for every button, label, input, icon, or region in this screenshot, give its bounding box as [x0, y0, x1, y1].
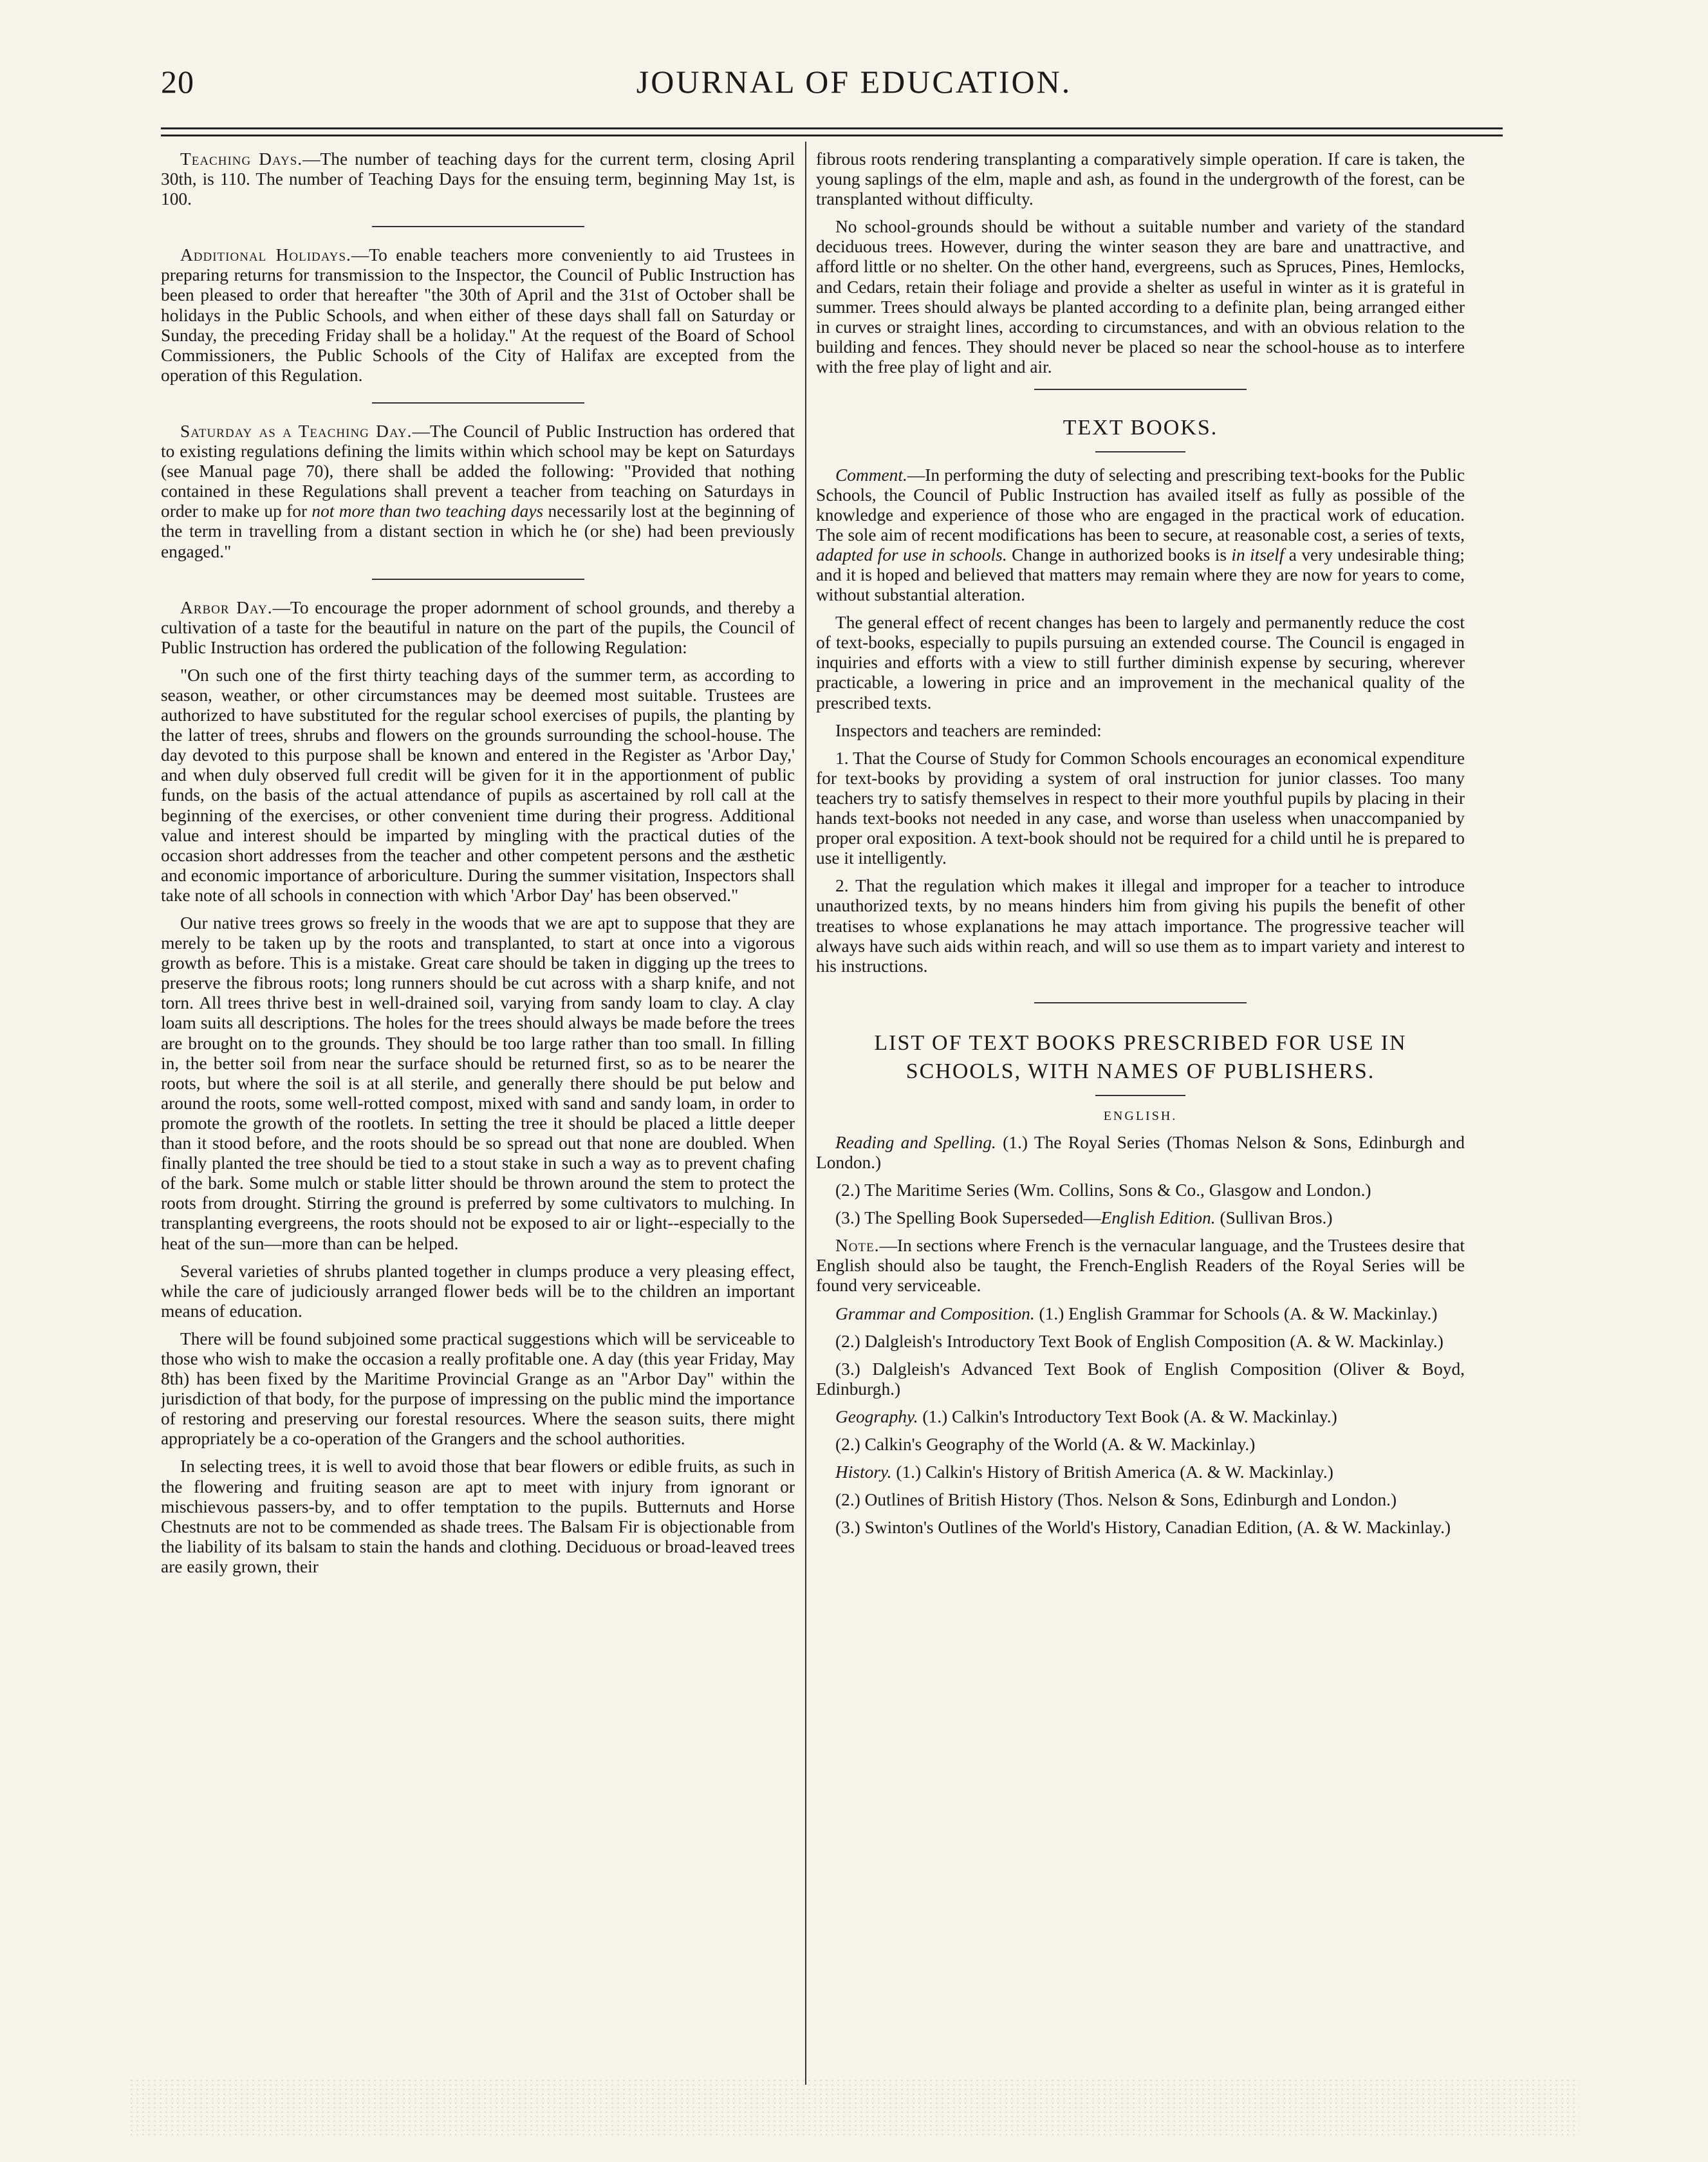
list-title-line-1: LIST OF TEXT BOOKS PRESCRIBED FOR USE IN	[874, 1030, 1407, 1055]
left-column	[161, 149, 795, 2078]
saturday-paragraph	[161, 422, 795, 562]
scan-noise	[129, 2078, 1579, 2136]
arbor-day-paragraph	[161, 598, 795, 658]
page-number: 20	[161, 64, 194, 100]
title-rule	[1095, 451, 1185, 452]
right-column	[816, 149, 1465, 2078]
running-head: JOURNAL OF EDUCATION.	[636, 64, 1072, 100]
reading-spelling-heading: Reading and Spelling.	[835, 1132, 996, 1152]
note-heading: Note.	[835, 1236, 880, 1256]
general-effect-paragraph: The general effect of recent changes has been to largely and permanently reduce the cost of text-books, especially to pupils pursuing an extended course. The Council is engaged in inquiries and efforts with a view to still further diminish expense by securing, wherever practicable, a lowering in price and an improvement in the mechanical quality of the prescribed texts.	[816, 613, 1465, 713]
suggestions-paragraph: There will be found subjoined some practical suggestions which will be serviceable to those who wish to make the occasion a really profitable one. A day (this year Friday, May 8th) has been fixed by the Maritime Provincial Grange as an "Arbor Day" within the jurisdiction of that body, for the purpose of impressing on the public mind the importance of restoring and preserving our forestal resources. Where the season suits, there might appropriately be a co-operation of the Grangers and the school authorities.	[161, 1328, 795, 1449]
note-paragraph	[816, 1236, 1465, 1296]
saturday-text-a: —The Council of Public Instruction has ordered that to existing regulations defining the limits within which school may be kept on Saturdays (see Manual page 70), there shall be added the following: "Provided that nothing contained in these Regulations shall prevent a teacher from teaching on Saturdays in order to make up for	[161, 421, 795, 521]
reading-spelling-3-text-a: (3.) The Spelling Book Superseded—	[835, 1208, 1101, 1228]
grammar-1-text: (1.) English Grammar for Schools (A. & W. Mackinlay.)	[1034, 1303, 1438, 1323]
text-books-title: TEXT BOOKS.	[1063, 416, 1218, 440]
teaching-days-text: —The number of teaching days for the current term, closing April 30th, is 110. The number of Teaching Days for the ensuing term, beginning May 1st, is 100.	[161, 149, 795, 209]
reading-spelling-2: (2.) The Maritime Series (Wm. Collins, Sons & Co., Glasgow and London.)	[835, 1180, 1371, 1200]
school-grounds-paragraph: No school-grounds should be without a suitable number and variety of the standard deciduous trees. However, during the winter season they are bare and unattractive, and afford little or no shelter. On the other hand, evergreens, such as Spruces, Pines, Hemlocks, and Cedars, retain their foliage and provide a shelter as useful in winter as it is grateful in summer. Trees should always be planted according to a definite plan, being arranged either in curves or straight lines, according to circumstances, and with an obvious relation to the building and fences. They should never be placed so near the school-house as to interfere with the free play of light and air.	[816, 217, 1465, 377]
saturday-heading: Saturday as a Teaching Day.	[180, 421, 413, 441]
title-rule	[1095, 1095, 1185, 1096]
comment-text-a: —In performing the duty of selecting and prescribing text-books for the Public Schools, the Council of Public Instruction has availed itself as fully as possible of the knowledge and experience of those who are engaged in the practical work of education. The sole aim of recent modifications has been to secure, at reasonable cost, a series of texts,	[816, 465, 1465, 545]
text-books-list-title	[816, 1029, 1465, 1086]
point-two-paragraph: 2. That the regulation which makes it illegal and improper for a teacher to introduce unauthorized texts, by no means hinders him from giving his pupils the benefit of other treatises to whose explanations he may attach importance. The progressive teacher will always have such aids within reach, and will so use them as to impart variety and interest to his instructions.	[816, 876, 1465, 976]
teaching-days-paragraph	[161, 149, 795, 209]
native-trees-paragraph: Our native trees grows so freely in the woods that we are apt to suppose that they are merely to be taken up by the roots and transplanted, to start at once into a vigorous growth as before. This is a mistake. Great care should be taken in digging up the trees to preserve the fibrous roots; long runners should be cut across with a sharp knife, and not torn. All trees thrive best in well-drained soil, varying from sandy loam to clay. A clay loam suits all descriptions. The holes for the trees should always be made before the trees are brought on to the grounds. They should be too large rather than too small. In filling in, the better soil from near the surface should be returned first, so as to be nearer the roots, but where the soil is at all sterile, and generally there should be put below and around the roots, some well-rotted compost, mixed with sand and sandy loam, in order to promote the growth of the rootlets. In setting the tree it should be placed a little deeper than it stood before, and the roots should be so spread out that none are doubled. When finally planted the tree should be tied to a stout stake in such a way as to prevent chafing of the bark. Some mulch or stable litter should be thrown around the stem to protect the roots from drought. Stirring the ground is preferred by some cultivators to mulching. In transplanting evergreens, the roots should not be exposed to air or light--especially to the heat of the sun—more than can be helped.	[161, 913, 795, 1253]
history-1-text: (1.) Calkin's History of British America (A. & W. Mackinlay.)	[891, 1462, 1333, 1482]
column-divider	[805, 142, 806, 2085]
reading-spelling-1	[816, 1133, 1465, 1173]
english-subhead: ENGLISH.	[1103, 1109, 1178, 1124]
saturday-text-b: necessarily lost at the beginning of the term in travelling from a distant section in which he (or she) had been previously engaged."	[161, 501, 795, 561]
reading-spelling-3-italic: English Edition.	[1100, 1208, 1216, 1228]
arbor-day-heading: Arbor Day.	[180, 597, 273, 617]
selecting-trees-paragraph: In selecting trees, it is well to avoid those that bear flowers or edible fruits, as such in the flowering and fruiting season are apt to meet with injury from ignorant or mischievous passers-by, and to offer temptation to the pupils. Butternuts and Horse Chestnuts are not to be commended as shade trees. The Balsam Fir is objectionable from the liability of its balsam to stain the hands and clothing. Deciduous or broad-leaved trees are easily grown, their	[161, 1457, 795, 1576]
point-one-paragraph: 1. That the Course of Study for Common Schools encourages an economical expenditure for text-books by providing a system of oral instruction for junior classes. Too many teachers try to satisfy themselves in respect to their more youthful pupils by placing in their hands text-books not needed in any case, and worse than useless when unaccompanied by proper oral exposition. A text-book should not be required for a child until he is prepared to use it intelligently.	[816, 748, 1465, 868]
comment-text-c: a very undesirable thing; and it is hoped and believed that matters may remain where they are now for years to come, without substantial alteration.	[816, 545, 1465, 605]
section-rule	[372, 579, 584, 580]
comment-heading: Comment.	[835, 465, 907, 485]
additional-holidays-text: —To enable teachers more conveniently to aid Trustees in preparing returns for transmission to the Inspector, the Council of Public Instruction has been pleased to order that hereafter "the 30th of April and the 31st of October shall be holidays in the Public Schools, and when either of these days shall fall on Saturday or Sunday, the preceding Friday shall be a holiday." At the request of the Board of School Commissioners, the Public Schools of the City of Halifax are excepted from the operation of this Regulation.	[161, 245, 795, 385]
reading-spelling-1-text: (1.) The Royal Series (Thomas Nelson & Sons, Edinburgh and London.)	[816, 1132, 1465, 1172]
reading-spelling-3	[816, 1208, 1465, 1228]
additional-holidays-paragraph	[161, 245, 795, 386]
shrubs-paragraph: Several varieties of shrubs planted together in clumps produce a very pleasing effect, while the care of judiciously arranged flower beds will be to the children an important means of education.	[161, 1261, 795, 1321]
arbor-day-text: —To encourage the proper adornment of school grounds, and thereby a cultivation of a taste for the beautiful in nature on the part of the pupils, the Council of Public Instruction has ordered the publication of the following Regulation:	[161, 597, 795, 657]
note-text: —In sections where French is the vernacular language, and the Trustees desire that English should also be taught, the French-English Readers of the Royal Series will be found very serviceable.	[816, 1236, 1465, 1296]
history-2: (2.) Outlines of British History (Thos. Nelson & Sons, Edinburgh and London.)	[835, 1490, 1397, 1510]
section-rule	[372, 402, 584, 404]
history-1	[816, 1462, 1465, 1482]
grammar-3: (3.) Dalgleish's Advanced Text Book of English Composition (Oliver & Boyd, Edinburgh.)	[816, 1359, 1465, 1399]
reminded-paragraph: Inspectors and teachers are reminded:	[835, 720, 1102, 740]
list-title-line-2: SCHOOLS, WITH NAMES OF PUBLISHERS.	[905, 1059, 1375, 1083]
reading-spelling-3-text-b: (Sullivan Bros.)	[1215, 1208, 1333, 1228]
section-rule	[372, 226, 584, 227]
section-rule	[1034, 1002, 1247, 1003]
arbor-day-regulation: "On such one of the first thirty teaching days of the summer term, as according to season, weather, or other circumstances may be deemed most suitable. Trustees are authorized to have substituted for the regular school exercises of pupils, the planting by the latter of trees, shrubs and flowers on the grounds surrounding the school-house. The day devoted to this purpose shall be known and entered in the Register as 'Arbor Day,' and when duly observed full credit will be given for it in the apportionment of public funds, on the basis of the actual attendance of pupils as ascertained by roll call at the beginning of the exercises, or other convenient time during their progress. Additional value and interest should be imparted by mingling with the practical duties of the occasion short addresses from the teacher and other competent persons and the æsthetic and economic importance of arboriculture. During the summer visitation, Inspectors shall take note of all schools in connection with which 'Arbor Day' has been observed."	[161, 665, 795, 905]
fibrous-roots-paragraph: fibrous roots rendering transplanting a comparatively simple operation. If care is taken, the young saplings of the elm, maple and ash, as found in the undergrowth of the forest, can be transplanted without difficulty.	[816, 149, 1465, 209]
history-heading: History.	[835, 1462, 892, 1482]
grammar-heading: Grammar and Composition.	[835, 1303, 1035, 1323]
grammar-2: (2.) Dalgleish's Introductory Text Book of English Composition (A. & W. Mackinlay.)	[835, 1331, 1443, 1351]
geography-1	[816, 1407, 1465, 1427]
geography-2: (2.) Calkin's Geography of the World (A. & W. Mackinlay.)	[835, 1434, 1256, 1454]
geography-heading: Geography.	[835, 1406, 918, 1426]
history-3: (3.) Swinton's Outlines of the World's History, Canadian Edition, (A. & W. Mackinlay.)	[835, 1518, 1451, 1538]
comment-paragraph	[816, 465, 1465, 606]
header-double-rule	[161, 127, 1503, 136]
additional-holidays-heading: Additional Holidays.	[180, 245, 351, 265]
teaching-days-heading: Teaching Days.	[180, 149, 303, 169]
saturday-italic: not more than two teaching days	[311, 501, 544, 521]
comment-italic-2: in itself	[1231, 545, 1285, 564]
comment-text-b: Change in authorized books is	[1007, 545, 1232, 564]
grammar-1	[816, 1304, 1465, 1324]
section-rule	[1034, 389, 1247, 390]
comment-italic-1: adapted for use in schools.	[816, 545, 1007, 564]
geography-1-text: (1.) Calkin's Introductory Text Book (A. & W. Mackinlay.)	[918, 1406, 1337, 1426]
